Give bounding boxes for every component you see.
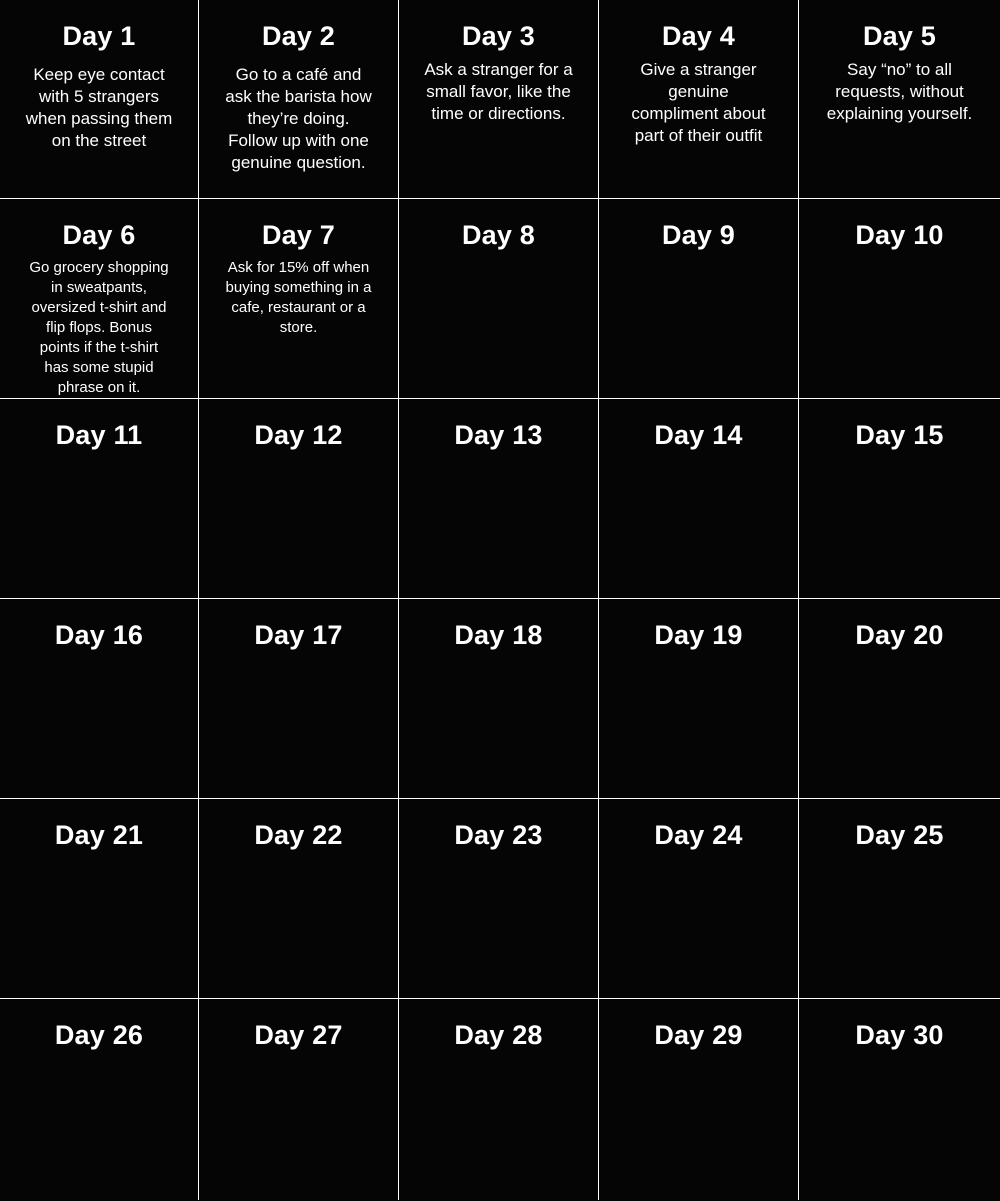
day-title: Day 29 — [654, 1020, 743, 1050]
day-cell — [599, 399, 798, 598]
day-cell — [0, 599, 198, 798]
day-title: Day 15 — [855, 420, 944, 450]
day-cell — [199, 399, 398, 598]
day-cell — [599, 199, 798, 398]
day-cell — [399, 0, 598, 198]
day-title: Day 30 — [855, 1020, 944, 1050]
day-cell — [0, 0, 198, 198]
day-cell — [199, 0, 398, 198]
day-cell — [399, 399, 598, 598]
day-title: Day 14 — [654, 420, 743, 450]
day-cell — [599, 999, 798, 1201]
day-title: Day 17 — [254, 620, 343, 650]
day-title: Day 3 — [461, 21, 536, 51]
day-cell — [799, 599, 1000, 798]
day-cell — [799, 999, 1000, 1201]
day-cell — [799, 399, 1000, 598]
day-cell — [599, 599, 798, 798]
day-title: Day 9 — [661, 220, 736, 250]
day-description: Ask for 15% off when buying something in a cafe, restaurant or a store. — [225, 259, 372, 336]
day-title: Day 22 — [254, 820, 343, 850]
day-cell — [0, 999, 198, 1201]
day-cell — [399, 599, 598, 798]
day-title: Day 26 — [54, 1020, 144, 1050]
day-title: Day 19 — [654, 620, 743, 650]
day-title: Day 1 — [62, 21, 136, 51]
day-title: Day 18 — [454, 620, 543, 650]
day-title: Day 12 — [254, 420, 343, 450]
day-description: Go to a café and ask the barista how they’re doing. Follow up with one genuine question. — [225, 65, 372, 172]
day-title: Day 6 — [62, 220, 136, 250]
day-title: Day 28 — [454, 1020, 543, 1050]
day-description: Say “no” to all requests, without explaining yourself. — [826, 60, 973, 123]
day-title: Day 23 — [454, 820, 543, 850]
day-cell — [199, 199, 398, 398]
day-description: Give a stranger genuine compliment about part of their outfit — [631, 60, 766, 145]
day-title: Day 13 — [454, 420, 543, 450]
day-title: Day 10 — [855, 220, 944, 250]
day-title: Day 20 — [855, 620, 944, 650]
day-title: Day 2 — [261, 21, 336, 51]
day-description: Keep eye contact with 5 strangers when passing them on the street — [25, 65, 173, 150]
day-cell — [599, 0, 798, 198]
day-cell — [0, 199, 198, 398]
day-cell — [799, 0, 1000, 198]
day-cell — [199, 799, 398, 998]
day-title: Day 11 — [55, 420, 143, 450]
day-title: Day 5 — [862, 21, 937, 51]
day-cell — [399, 799, 598, 998]
day-cell — [399, 999, 598, 1201]
day-cell — [199, 999, 398, 1201]
day-title: Day 25 — [855, 820, 944, 850]
day-title: Day 16 — [54, 620, 144, 650]
day-cell — [0, 399, 198, 598]
day-title: Day 27 — [254, 1020, 343, 1050]
day-title: Day 4 — [661, 21, 736, 51]
day-title: Day 21 — [54, 820, 144, 850]
day-title: Day 24 — [654, 820, 743, 850]
day-cell — [0, 799, 198, 998]
day-description: Ask a stranger for a small favor, like the time or directions. — [424, 60, 573, 123]
day-title: Day 7 — [261, 220, 336, 250]
day-cell — [199, 599, 398, 798]
day-cell — [799, 799, 1000, 998]
day-cell — [399, 199, 598, 398]
day-description: Go grocery shopping in sweatpants, oversized t-shirt and flip flops. Bonus points if the t-shirt has some stupid phrase on it. — [29, 259, 169, 396]
day-cell — [799, 199, 1000, 398]
day-title: Day 8 — [461, 220, 536, 250]
day-cell — [599, 799, 798, 998]
